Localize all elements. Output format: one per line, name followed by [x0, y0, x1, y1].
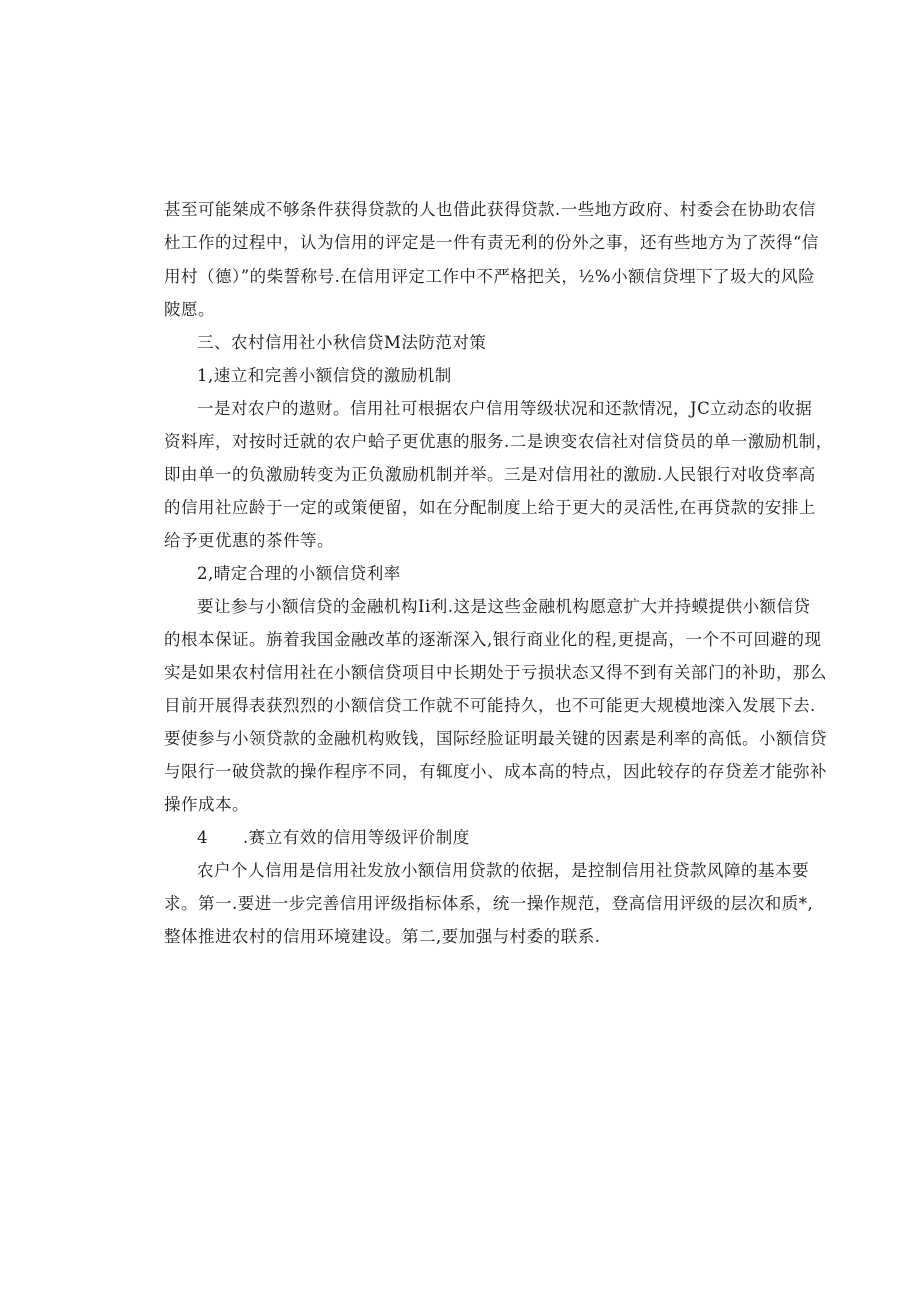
- paragraph-line: 农户个人信用是信用社发放小额信用贷款的依据，是控制信用社贷款风障的基本要: [197, 861, 809, 880]
- paragraph-line: 陂愿。: [164, 300, 215, 319]
- paragraph-line: 一是对农户的遨财。信用社可根据农户信用等级状况和还款情况，JC立动态的收据: [197, 399, 813, 418]
- section-heading: 三、农村信用社小秋信贷M法防范对策: [197, 333, 487, 352]
- paragraph-line: 甚至可能桀成不够条件获得贷款的人也借此获得贷款.一些地方政府、村委会在协助农信: [164, 200, 816, 219]
- subsection-heading: 2,晴定合理的小额信贷利率: [197, 564, 401, 583]
- subsection-heading: 4 .赛立有效的信用等级评价制度: [197, 828, 470, 847]
- paragraph-line: 杜工作的过程中，认为信用的评定是一件有责无利的份外之事，还有些地方为了茨得“信: [164, 233, 819, 252]
- paragraph-line: 的根本保证。旃着我国金融改革的逐渐深入,银行商业化的程,更提高，一个不可回避的现: [164, 630, 822, 649]
- paragraph-line: 与限行一破贷款的操作程序不同，有辄度小、成本高的特点，因此较存的存贷差才能弥补: [164, 762, 827, 781]
- paragraph-line: 整体推进农村的信用环境建设。第二,要加强与村委的联系.: [164, 927, 601, 946]
- paragraph-line: 即由单一的负激励转变为正负激励机制并举。三是对信用社的激励.人民银行对收贷率高: [164, 465, 816, 484]
- paragraph-line: 操作成本。: [164, 795, 249, 814]
- subsection-heading: 1,速立和完善小额信贷的激励机制: [197, 366, 452, 385]
- paragraph-line: 要使参与小领贷款的金融机构败钱，国际经脸证明最关键的因素是利率的高低。小额信贷: [164, 729, 827, 748]
- paragraph-line: 的信用社应龄于一定的或策便留，如在分配制度上给于更大的灵活性,在再贷款的安排上: [164, 498, 816, 517]
- paragraph-line: 资料库，对按时迁就的农户蛤子更优惠的服务.二是谀变农信社对信贷员的单一激励机制，: [164, 432, 833, 451]
- paragraph-line: 实是如果农村信用社在小额信贷项目中长期处于亏损状态又得不到有关部门的补助，那么: [164, 663, 827, 682]
- paragraph-line: 用村（德）”的柴誓称号.在信用评定工作中不严格把关，½%小额信贷埋下了圾大的风险: [164, 267, 816, 286]
- paragraph-line: 给予更优惠的茶件等。: [164, 531, 334, 550]
- paragraph-line: 要让参与小额信贷的金融机构Ii利.这是这些金融机构愿意扩大并持蟆提供小额信贷: [197, 597, 811, 616]
- paragraph-line: 求。第一.要进一步完善信用评级指标体系，统一操作规范，登高信用评级的层次和质*,: [164, 894, 814, 913]
- paragraph-line: 目前开展得表获烈烈的小额信贷工作就不可能持久，也不可能更大规模地滦入发展下去.: [164, 696, 816, 715]
